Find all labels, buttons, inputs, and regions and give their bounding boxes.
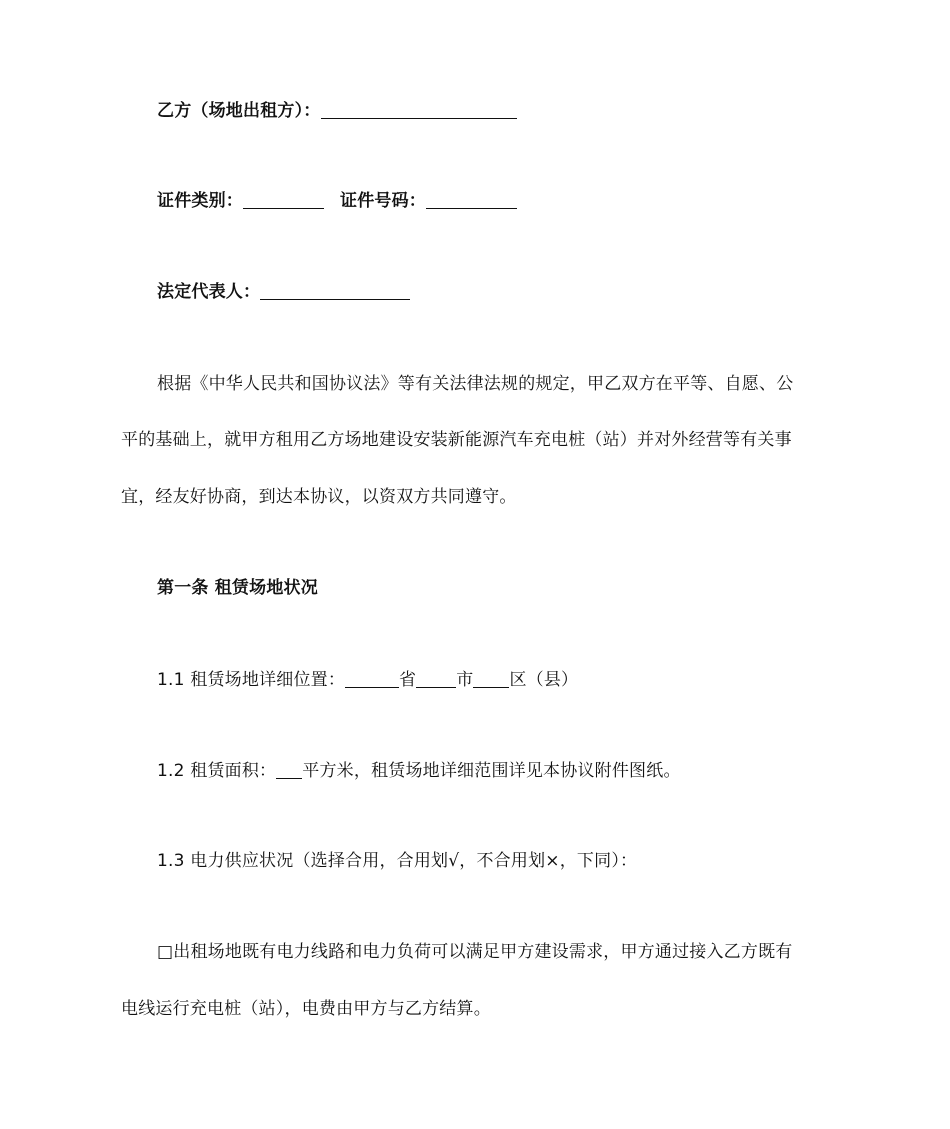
item-1-2 xyxy=(157,759,681,783)
legal-rep-label: 法定代表人： xyxy=(157,282,261,302)
option-1-line-1 xyxy=(157,940,792,964)
option-1-line-2: 电线运行充电桩（站），电费由甲方与乙方结算。 xyxy=(121,999,491,1019)
legal-rep-field xyxy=(157,280,410,304)
area-blank[interactable] xyxy=(276,760,302,779)
district-blank[interactable] xyxy=(473,669,509,688)
certificate-type-blank[interactable] xyxy=(243,190,324,209)
province-blank[interactable] xyxy=(345,669,399,688)
party-b-blank[interactable] xyxy=(321,100,517,119)
city-label: 市 xyxy=(456,670,474,690)
item-1-1-prefix: 1.1 租赁场地详细位置： xyxy=(157,670,346,690)
city-blank[interactable] xyxy=(416,669,456,688)
item-1-1 xyxy=(157,668,578,692)
legal-rep-blank[interactable] xyxy=(260,281,410,300)
intro-line-1: 根据《中华人民共和国协议法》等有关法律法规的规定，甲乙双方在平等、自愿、公 xyxy=(157,374,794,394)
province-label: 省 xyxy=(399,670,417,690)
certificate-number-label: 证件号码： xyxy=(340,191,426,211)
certificate-number-blank[interactable] xyxy=(426,190,517,209)
intro-line-2: 平的基础上，就甲方租用乙方场地建设安装新能源汽车充电桩（站）并对外经营等有关事 xyxy=(121,430,792,450)
certificate-type-label: 证件类别： xyxy=(157,191,243,211)
article-1-title: 第一条 租赁场地状况 xyxy=(157,578,318,598)
intro-line-3: 宜，经友好协商，到达本协议，以资双方共同遵守。 xyxy=(121,487,517,507)
item-1-3: 1.3 电力供应状况（选择合用，合用划√，不合用划×，下同）： xyxy=(157,851,638,871)
item-1-2-suffix: 平方米，租赁场地详细范围详见本协议附件图纸。 xyxy=(302,761,681,781)
item-1-2-prefix: 1.2 租赁面积： xyxy=(157,761,277,781)
party-b-field xyxy=(157,99,517,123)
party-b-label: 乙方（场地出租方）： xyxy=(157,101,321,121)
district-label: 区（县） xyxy=(509,670,579,690)
option-1-text-1: 出租场地既有电力线路和电力负荷可以满足甲方建设需求，甲方通过接入乙方既有 xyxy=(173,942,793,962)
certificate-fields xyxy=(157,189,517,213)
option-1-checkbox[interactable]: □ xyxy=(157,942,174,962)
